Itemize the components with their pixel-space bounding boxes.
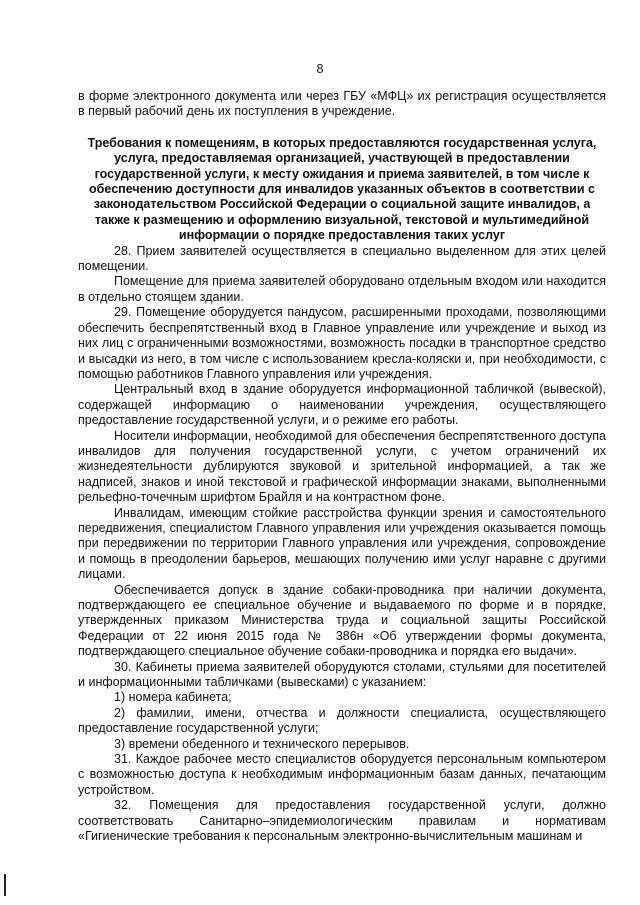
paragraph-guide-dog: Обеспечивается допуск в здание собаки-проводника при наличии документа, подтверждающего ее специальное обучение и выдаваемого по форме и в порядке, утвержденных приказом Министерства труда и социальной защиты Российской Федерации от 22 июня 2015 года № 386н «Об утверждении формы документа, подтверждающего специальное обучение собаки-проводника и порядка его выдачи». xyxy=(78,582,606,659)
paragraph-31: 31. Каждое рабочее место специалистов оборудуется персональным компьютером с возможностью доступа к необходимым информационным базам данных, печатающим устройством. xyxy=(78,752,606,797)
list-item-1: 1) номера кабинета; xyxy=(114,690,232,705)
paragraph-30: 30. Кабинеты приема заявителей оборудуются столами, стульями для посетителей и информационными табличками (вывесками) с указанием: xyxy=(78,659,606,690)
paragraph-28: 28. Прием заявителей осуществляется в специально выделенном для этих целей помещении. xyxy=(78,243,606,274)
paragraph-media: Носители информации, необходимой для обеспечения беспрепятственного доступа инвалидов для получения государственной услуги, с учетом ограничений их жизнедеятельности дублируются звуковой и зрительной информацией, а так же надписей, знаков и иной текстовой и графической информации знаками, выполненными рельефно-точечным шрифтом Брайля и на контрастном фоне. xyxy=(78,428,606,505)
list-item-3: 3) времени обеденного и технического перерывов. xyxy=(114,736,410,751)
paragraph-32: 32. Помещения для предоставления государственной услуги, должно соответствовать Санитарно–эпидемиологическим правилам и нормативам «Гигиенические требования к персональным электронно-вычислительным машинам и xyxy=(78,798,606,844)
paragraph-entrance: Помещение для приема заявителей оборудовано отдельным входом или находится в отдельно стоящем здании. xyxy=(78,274,606,304)
paragraph-29: 29. Помещение оборудуется пандусом, расширенными проходами, позволяющими обеспечить беспрепятственный вход в Главное управление или учреждение и выход из них лиц с ограниченными возможностями, возможность посадки в транспортное средство и высадки из него, в том числе с использованием кресла-коляски и, при необходимости, с помощью работников Главного управления или учреждения. xyxy=(78,305,606,381)
paragraph-signage: Центральный вход в здание оборудуется информационной табличкой (вывеской), содержащей информацию о наименовании учреждения, осуществляющего предоставление государственной услуги, и о режиме его работы. xyxy=(78,382,606,428)
page-content xyxy=(78,89,606,845)
scan-edge-mark xyxy=(4,874,6,896)
page-number: 8 xyxy=(316,62,324,76)
intro-paragraph: в форме электронного документа или через ГБУ «МФЦ» их регистрация осуществляется в первый рабочий день их поступления в учреждение. xyxy=(78,89,606,119)
list-item-2: 2) фамилии, имени, отчества и должности специалиста, осуществляющего предоставление государственной услуги; xyxy=(78,705,606,736)
section-heading: Требования к помещениям, в которых предоставляются государственная услуга, услуга, предоставляемая организацией, участвующей в предоставлении государственной услуги, к месту ожидания и приема заявителей, в том числе к обеспечению доступности для инвалидов указанных объектов в соответствии с законодательством Российской Федерации о социальной защите инвалидов, а также к размещению и оформлению визуальной, текстовой и мультимедийной информации о порядке предоставления таких услуг xyxy=(87,135,597,243)
paragraph-assistance: Инвалидам, имеющим стойкие расстройства функции зрения и самостоятельного передвижения, специалистом Главного управления или учреждения оказывается помощь при передвижении по территории Главного управления или учреждения, сопровождение и помощь в преодолении барьеров, мешающих получению ими услуг наравне с другими лицами. xyxy=(78,505,606,582)
